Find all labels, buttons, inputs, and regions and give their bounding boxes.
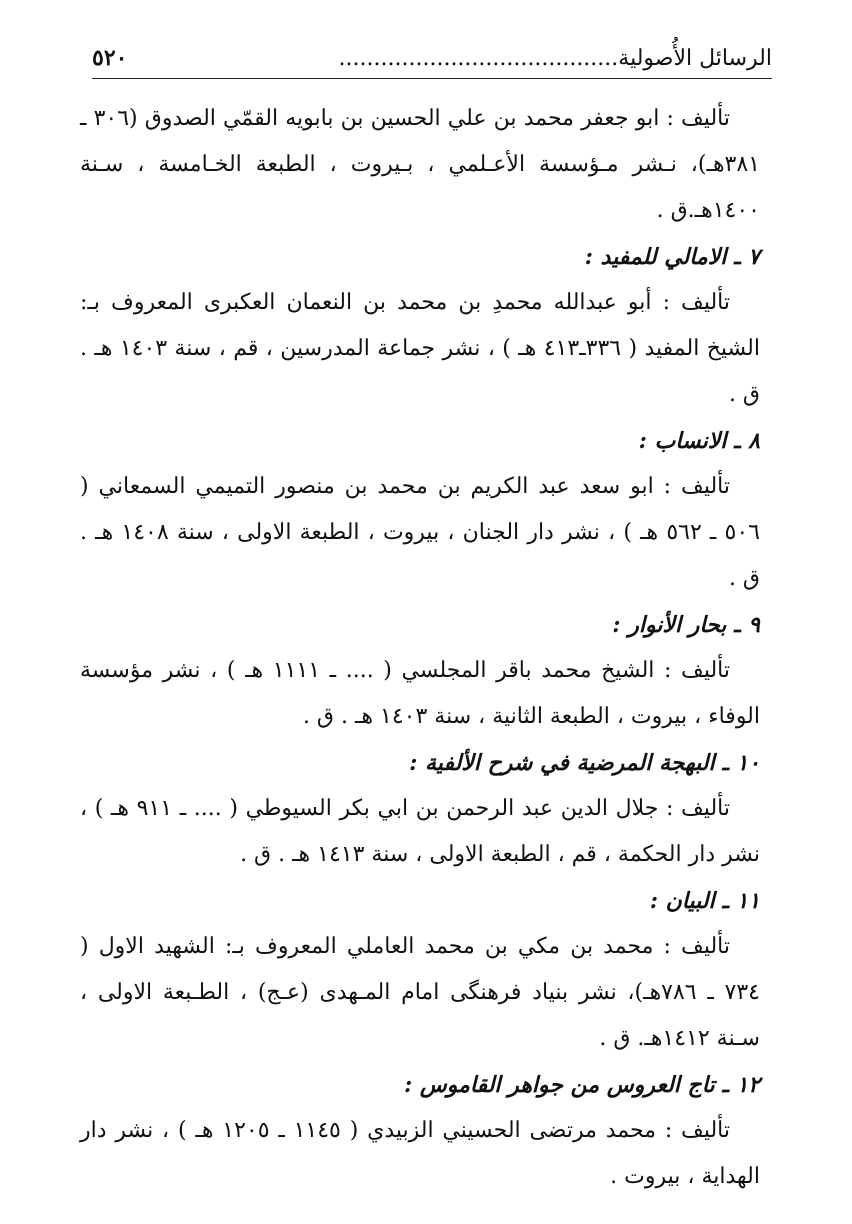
entry-body: تأليف : محمد مرتضى الحسيني الزبيدي ( ١١٤٥ ـ ١٢٠٥ هـ ) ، نشر دار الهداية ، بيروت . xyxy=(80,1118,760,1189)
entry-title: ٨ ـ الانساب : xyxy=(638,428,760,454)
bibliography-entry-8 xyxy=(80,418,760,602)
entry-title: ٩ ـ بحار الأنوار : xyxy=(612,612,760,638)
entry-body: تأليف : ابو سعد عبد الكريم بن محمد بن منصور التميمي السمعاني ( ٥٠٦ ـ ٥٦٢ هـ ) ، نشر دار الجنان ، بيروت ، الطبعة الاولى ، سنة ١٤٠٨ هـ . ق . xyxy=(80,474,760,591)
bibliography-entry-10 xyxy=(80,740,760,878)
header-dots: ........................................ xyxy=(338,45,619,71)
entry-body: تأليف : الشيخ محمد باقر المجلسي ( .... ـ ١١١١ هـ ) ، نشر مؤسسة الوفاء ، بيروت ، الطبعة الثانية ، سنة ١٤٠٣ هـ . ق . xyxy=(80,658,760,729)
page-header xyxy=(92,38,772,79)
page-number: ٥٢٠ xyxy=(92,45,128,71)
entry-title: ١١ ـ البيان : xyxy=(649,888,760,914)
bibliography-entry-7 xyxy=(80,234,760,418)
running-title: الرسائل الأُصولية........................................ xyxy=(338,45,772,71)
entry-body: تأليف : جلال الدين عبد الرحمن بن ابي بكر السيوطي ( .... ـ ٩١١ هـ ) ، نشر دار الحكمة ، قم ، الطبعة الاولى ، سنة ١٤١٣ هـ . ق . xyxy=(80,796,760,867)
entry-title: ١٠ ـ البهجة المرضية في شرح الألفية : xyxy=(409,750,760,776)
bibliography-entry-6 xyxy=(80,96,760,234)
bibliography-list xyxy=(80,96,760,1200)
entry-body: تأليف : ابو جعفر محمد بن علي الحسين بن بابويه القمّي الصدوق (٣٠٦ ـ ٣٨١هـ)، نـشر مـؤسسة الأعـلمي ، بـيروت ، الطبعة الخـامسة ، سـنة ١٤٠٠هـ.ق . xyxy=(80,106,760,223)
bibliography-entry-9 xyxy=(80,602,760,740)
entry-body: تأليف : أبو عبدالله محمدِ بن محمد بن النعمان العكبرى المعروف بـ: الشيخ المفيد ( ٣٣٦ـ٤١٣ هـ ) ، نشر جماعة المدرسين ، قم ، سنة ١٤٠٣ هـ . ق . xyxy=(80,290,760,407)
entry-title: ١٢ ـ تاج العروس من جواهر القاموس : xyxy=(404,1072,760,1098)
entry-body: تأليف : محمد بن مكي بن محمد العاملي المعروف بـ: الشهيد الاول ( ٧٣٤ ـ ٧٨٦هـ)، نشر بنياد فرهنگى امام المـهدى (عـج) ، الطـبعة الاولى ، سـنة ١٤١٢هـ. ق . xyxy=(80,934,760,1051)
entry-title: ٧ ـ الامالي للمفيد : xyxy=(584,244,760,270)
bibliography-entry-11 xyxy=(80,878,760,1062)
bibliography-entry-12 xyxy=(80,1062,760,1200)
